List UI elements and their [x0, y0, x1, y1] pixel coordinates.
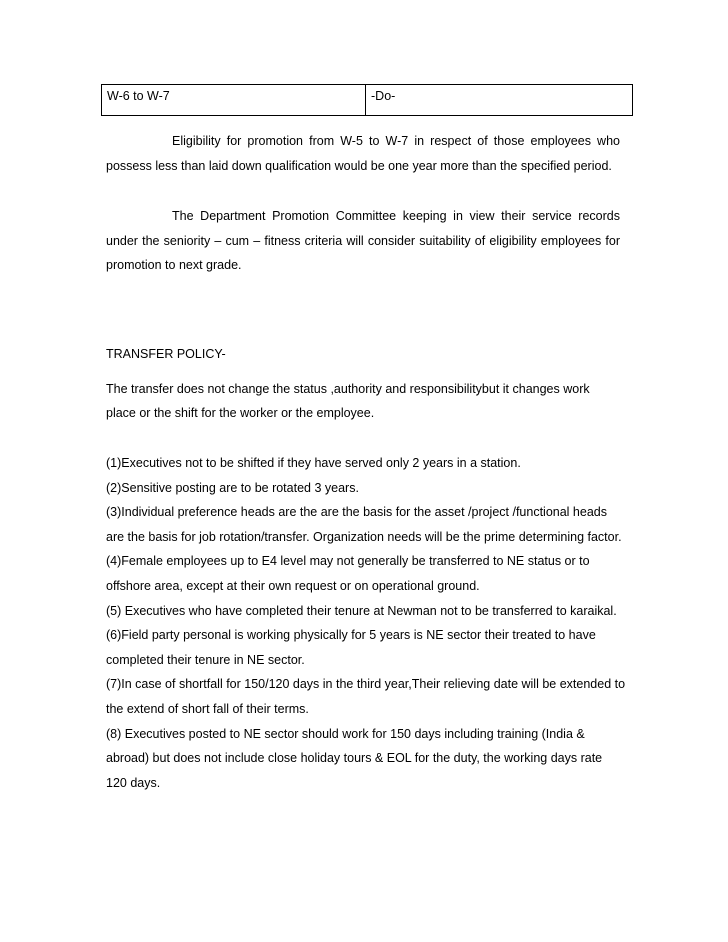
policy-item-6: (6)Field party personal is working physically for 5 years is NE sector their treated to have completed their tenure in NE sector.	[106, 628, 596, 667]
policy-item-3: (3)Individual preference heads are the are the basis for the asset /project /functional heads are the basis for job rotation/transfer. Organization needs will be the prime determining factor.	[106, 505, 622, 544]
eligibility-paragraph	[106, 129, 620, 178]
transfer-intro-line-2: place or the shift for the worker or the employee.	[106, 406, 375, 420]
transfer-policy-list	[106, 451, 626, 795]
policy-item-5: (5) Executives who have completed their tenure at Newman not to be transferred to karaikal.	[106, 603, 617, 618]
transfer-intro-line-1: The transfer does not change the status ,authority and responsibilitybut it changes work	[106, 382, 590, 396]
policy-item-1: (1)Executives not to be shifted if they have served only 2 years in a station.	[106, 456, 521, 470]
transfer-policy-heading: TRANSFER POLICY-	[106, 347, 226, 361]
committee-paragraph-text: The Department Promotion Committee keeping in view their service records under the seniority – cum – fitness criteria will consider suitability of eligibility employees for promotion to next grade.	[106, 209, 620, 272]
eligibility-cell: -Do-	[371, 89, 396, 103]
policy-item-4: (4)Female employees up to E4 level may not generally be transferred to NE status or to offshore area, except at their own request or on operational ground.	[106, 554, 590, 593]
policy-item-8: (8) Executives posted to NE sector should work for 150 days including training (India & abroad) but does not include close holiday tours & EOL for the duty, the working days rate 120 days.	[106, 726, 603, 790]
policy-item-2: (2)Sensitive posting are to be rotated 3 years.	[106, 480, 359, 495]
committee-paragraph	[106, 204, 620, 278]
grade-table-row	[101, 84, 633, 116]
policy-item-7: (7)In case of shortfall for 150/120 days in the third year,Their relieving date will be extended to the extend of short fall of their terms.	[106, 677, 626, 716]
eligibility-paragraph-text: Eligibility for promotion from W-5 to W-7 in respect of those employees who possess less than laid down qualification would be one year more than the specified period.	[106, 134, 620, 173]
grade-cell: W-6 to W-7	[102, 85, 366, 115]
